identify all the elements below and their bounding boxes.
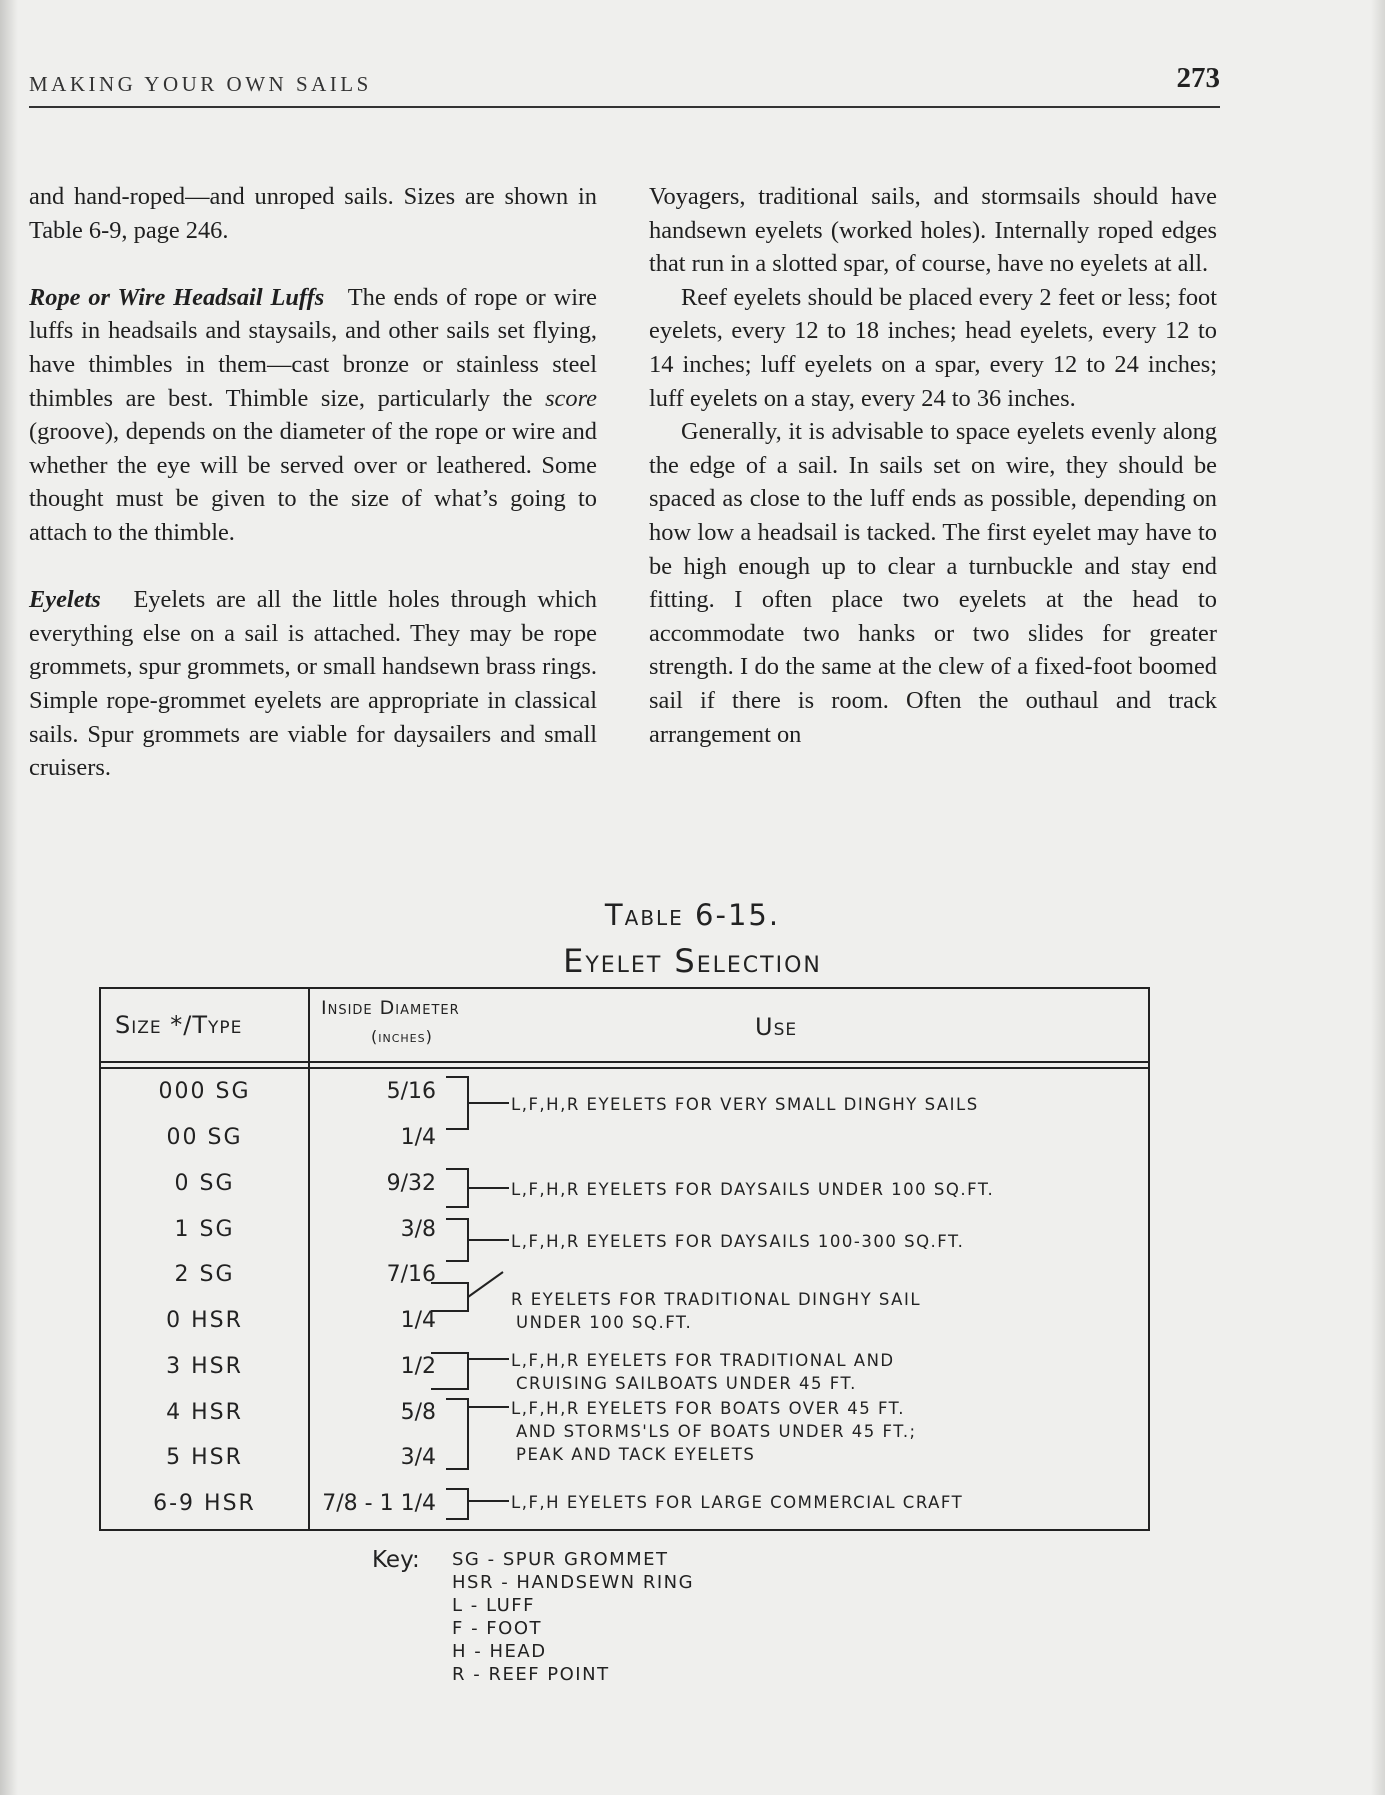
- diameter-cell: 9/32: [386, 1171, 436, 1196]
- diameter-cell: 1/2: [400, 1354, 436, 1379]
- type-cell: 4 HSR: [166, 1400, 243, 1425]
- type-cell: 6-9 HSR: [153, 1491, 256, 1516]
- bracket-group-4: [431, 1272, 503, 1311]
- use-description: L,F,H,R EYELETS FOR VERY SMALL DINGHY SAILS: [511, 1095, 979, 1114]
- paragraph-text: (groove), depends on the diameter of the rope or wire and whether the eye will be served over or leathered. Some thought must be given to the size of what’s going to attach to the thimble.: [29, 418, 597, 546]
- header-diameter-unit: (inches): [371, 1027, 433, 1046]
- key-entry: HSR - HANDSEWN RING: [452, 1572, 695, 1593]
- header-use: Use: [755, 1013, 798, 1041]
- type-cell: 000 SG: [158, 1079, 251, 1104]
- use-description: L,F,H EYELETS FOR LARGE COMMERCIAL CRAFT: [511, 1493, 964, 1512]
- paragraph: Voyagers, traditional sails, and stormsails should have handsewn eyelets (worked holes). Internally roped edges that run in a slotted spar, of course, have no eyelets at all.: [649, 183, 1217, 278]
- bracket-group-3: [446, 1219, 509, 1261]
- type-cell: 0 HSR: [166, 1308, 243, 1333]
- type-cell: 2 SG: [174, 1262, 235, 1287]
- paragraph-text: Eyelets are all the little holes through which everything else on a sail is attached. They may be rope grommets, spur grommets, or small handsewn brass rings. Simple rope-grommet eyelets are appropriate in classical sails. Spur grommets are viable for daysailers and small cruisers.: [29, 586, 597, 782]
- paragraph-text: The ends of rope or wire luffs in headsails and staysails, and other sails set flying, have thimbles in them—cast bronze or stainless steel thimbles are best. Thimble size, particularly the: [29, 283, 597, 412]
- page-number: 273: [1176, 62, 1220, 94]
- header-size-type: Size */Type: [115, 1011, 243, 1039]
- running-head: MAKING YOUR OWN SAILS: [29, 72, 372, 96]
- bracket-group-2: [446, 1169, 509, 1207]
- use-description: R EYELETS FOR TRADITIONAL DINGHY SAIL: [511, 1290, 922, 1309]
- bracket-group-6: [446, 1399, 509, 1469]
- table-subtitle: Eyelet Selection: [563, 942, 822, 980]
- key-entry: R - REEF POINT: [452, 1664, 610, 1685]
- eyelet-selection-table: [99, 987, 1150, 1531]
- use-description: L,F,H,R EYELETS FOR DAYSAILS 100-300 SQ.FT.: [511, 1232, 965, 1251]
- use-description: PEAK AND TACK EYELETS: [516, 1445, 756, 1464]
- bracket-group-7: [446, 1489, 509, 1519]
- paragraph: [29, 281, 597, 550]
- left-column: [29, 180, 597, 785]
- key-entry: H - HEAD: [452, 1641, 547, 1662]
- diameter-cell: 3/8: [400, 1217, 436, 1242]
- page-header: [29, 62, 1220, 108]
- type-cell: 1 SG: [174, 1217, 235, 1242]
- diameter-cell: 5/16: [386, 1079, 436, 1104]
- type-cell: 00 SG: [166, 1125, 243, 1150]
- type-cell: 3 HSR: [166, 1354, 243, 1379]
- paragraph: [29, 583, 597, 785]
- key-entry: F - FOOT: [452, 1618, 542, 1639]
- type-cell: 5 HSR: [166, 1445, 243, 1470]
- use-description: CRUISING SAILBOATS UNDER 45 FT.: [516, 1374, 857, 1393]
- key-label: Key:: [372, 1547, 420, 1573]
- key-entry: SG - SPUR GROMMET: [452, 1549, 669, 1570]
- use-description: L,F,H,R EYELETS FOR TRADITIONAL AND: [511, 1351, 895, 1370]
- paragraph: Generally, it is advisable to space eyelets evenly along the edge of a sail. In sails set on wire, they should be spaced as close to the luff ends as possible, depending on how low a headsail is tacked. The first eyelet may have to be high enough up to clear a turnbuckle and stay end fitting. I often place two eyelets at the head to accommodate two hanks or two slides for greater strength. I do the same at the clew of a fixed-foot boomed sail if there is room. Often the outhaul and track arrangement on: [649, 418, 1217, 748]
- table-title: Table 6-15.: [604, 898, 781, 932]
- key-entry: L - LUFF: [452, 1595, 535, 1616]
- use-description: AND STORMS'LS OF BOATS UNDER 45 FT.;: [516, 1422, 917, 1441]
- diameter-cell: 3/4: [400, 1445, 436, 1470]
- type-cell: 0 SG: [174, 1171, 235, 1196]
- use-description: L,F,H,R EYELETS FOR DAYSAILS UNDER 100 SQ.FT.: [511, 1180, 995, 1199]
- paragraph: and hand-roped—and unroped sails. Sizes are shown in Table 6-9, page 246.: [29, 183, 597, 244]
- emphasis-text: score: [545, 384, 597, 412]
- bracket-group-5: [431, 1353, 509, 1389]
- use-description: UNDER 100 SQ.FT.: [516, 1313, 693, 1332]
- use-description: L,F,H,R EYELETS FOR BOATS OVER 45 FT.: [511, 1399, 906, 1418]
- diameter-cell: 1/4: [400, 1308, 436, 1333]
- paragraph: Reef eyelets should be placed every 2 feet or less; foot eyelets, every 12 to 18 inches; head eyelets, every 12 to 14 inches; luff eyelets on a spar, every 12 to 24 inches; luff eyelets on a stay, every 24 to 36 inches.: [649, 283, 1217, 412]
- section-heading: Eyelets: [29, 586, 101, 614]
- right-column: [649, 180, 1217, 751]
- diameter-cell: 5/8: [400, 1400, 436, 1425]
- section-heading: Rope or Wire Headsail Luffs: [29, 283, 325, 311]
- diameter-cell: 1/4: [400, 1125, 436, 1150]
- header-inside-diameter: Inside Diameter: [321, 997, 460, 1019]
- diameter-cell: 7/16: [386, 1262, 436, 1287]
- bracket-group-1: [446, 1077, 509, 1129]
- diameter-cell: 7/8 - 1 1/4: [322, 1491, 436, 1516]
